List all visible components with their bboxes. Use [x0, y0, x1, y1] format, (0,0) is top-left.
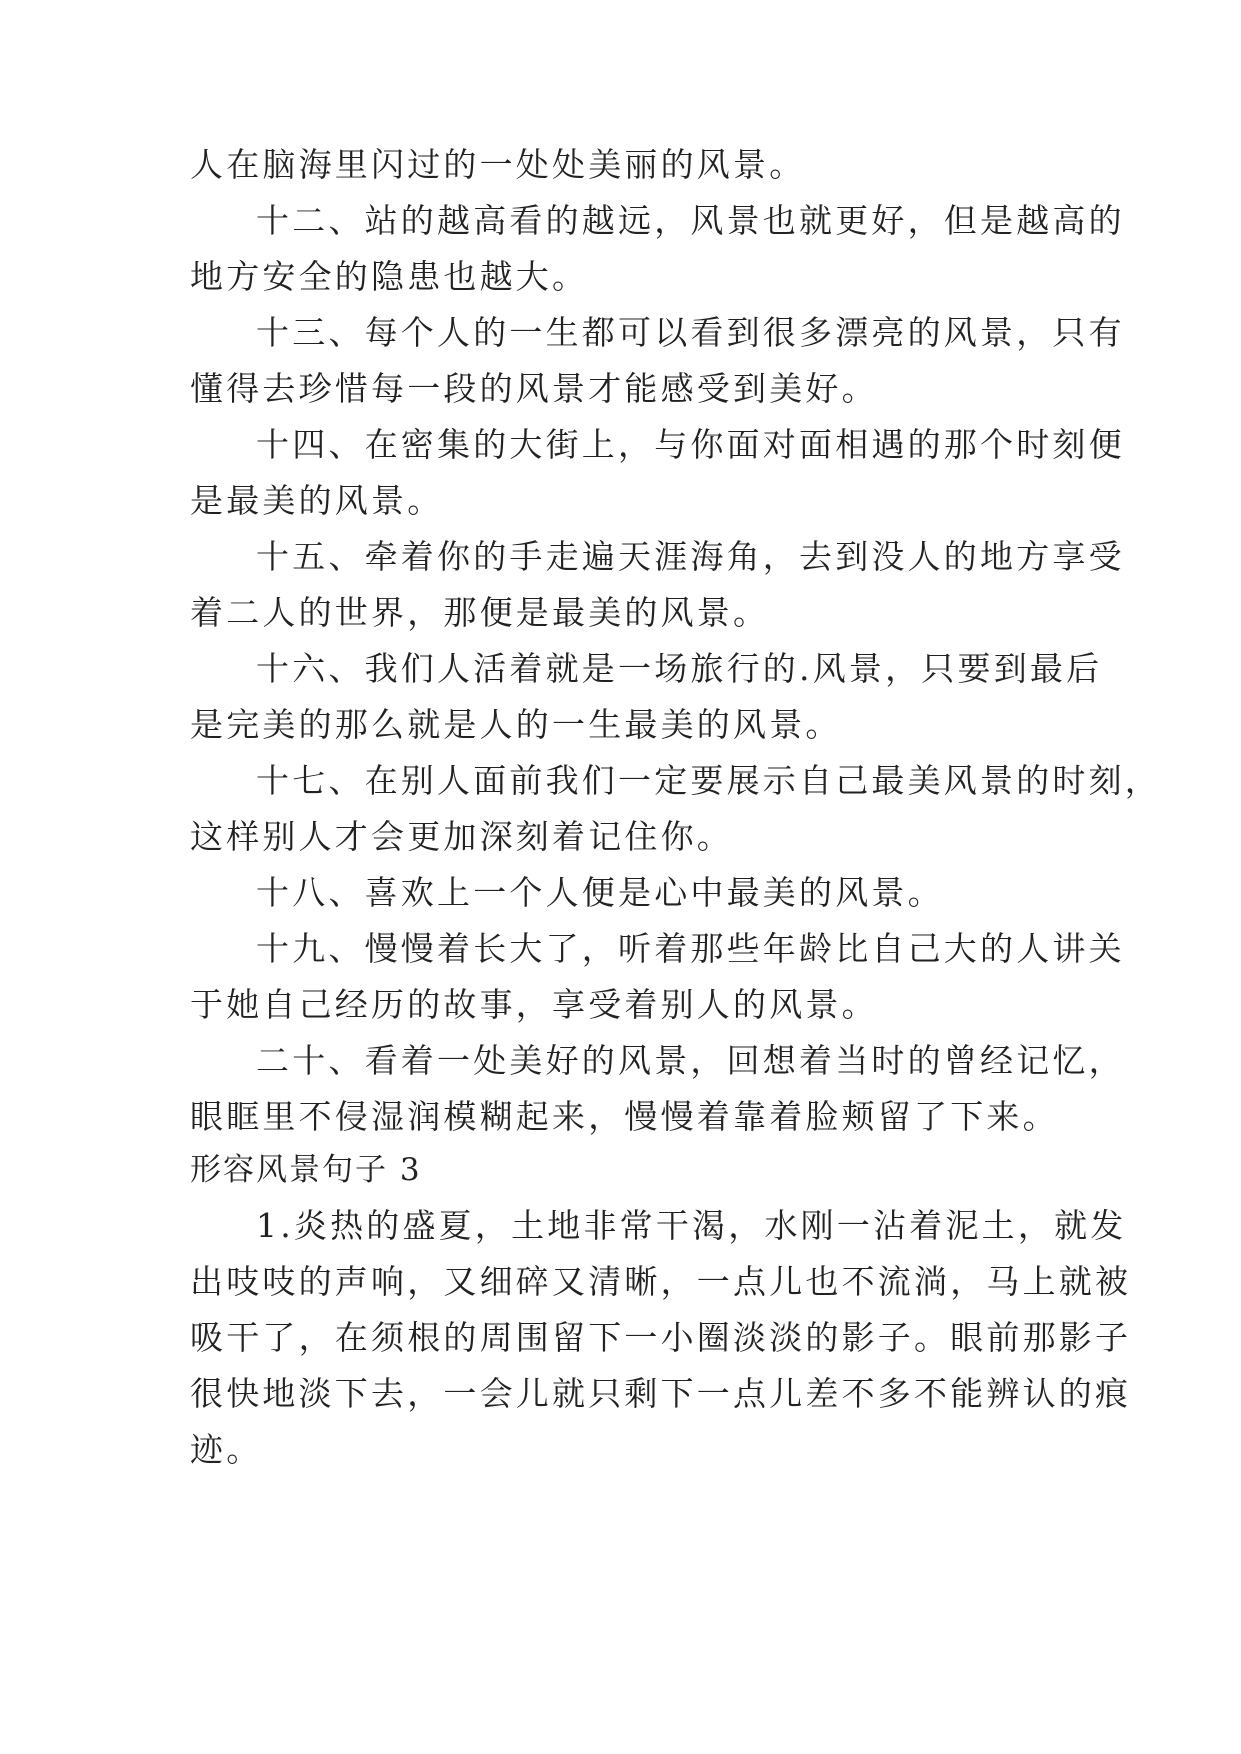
paragraph-13-line-1: 十三、每个人的一生都可以看到很多漂亮的风景，只有 — [256, 313, 1125, 352]
paragraph-20-line-2: 眼眶里不侵湿润模糊起来，慢慢着靠着脸颊留了下来。 — [190, 1097, 1059, 1136]
paragraph-18-line-1: 十八、喜欢上一个人便是心中最美的风景。 — [256, 873, 944, 912]
paragraph-20-line-1: 二十、看着一处美好的风景，回想着当时的曾经记忆， — [256, 1041, 1125, 1080]
paragraph-1-line-5: 迹。 — [190, 1430, 263, 1469]
paragraph-17-line-1: 十七、在别人面前我们一定要展示自己最美风景的时刻， — [256, 761, 1161, 800]
paragraph-12-line-1: 十二、站的越高看的越远，风景也就更好，但是越高的 — [256, 201, 1125, 240]
paragraph-13-line-2: 懂得去珍惜每一段的风景才能感受到美好。 — [190, 369, 878, 408]
paragraph-1-line-2: 出吱吱的声响，又细碎又清晰，一点儿也不流淌，马上就被 — [190, 1262, 1132, 1301]
paragraph-14-line-1: 十四、在密集的大街上，与你面对面相遇的那个时刻便 — [256, 425, 1125, 464]
paragraph-1-line-3: 吸干了，在须根的周围留下一小圈淡淡的影子。眼前那影子 — [190, 1318, 1132, 1357]
section-heading: 形容风景句子 3 — [190, 1152, 422, 1188]
paragraph-1-line-4: 很快地淡下去，一会儿就只剩下一点儿差不多不能辨认的痕 — [190, 1374, 1132, 1413]
paragraph-19-line-2: 于她自己经历的故事，享受着别人的风景。 — [190, 985, 878, 1024]
paragraph-19-line-1: 十九、慢慢着长大了，听着那些年龄比自己大的人讲关 — [256, 929, 1125, 968]
paragraph-16-line-2: 是完美的那么就是人的一生最美的风景。 — [190, 705, 842, 744]
paragraph-17-line-2: 这样别人才会更加深刻着记住你。 — [190, 817, 733, 856]
paragraph-16-line-1: 十六、我们人活着就是一场旅行的.风景，只要到最后 — [256, 649, 1103, 688]
paragraph-12-line-2: 地方安全的隐患也越大。 — [190, 257, 589, 296]
paragraph-15-line-1: 十五、牵着你的手走遍天涯海角，去到没人的地方享受 — [256, 537, 1125, 576]
paragraph-1-line-1: 1.炎热的盛夏，土地非常干渴，水刚一沾着泥土，就发 — [256, 1206, 1127, 1245]
paragraph-15-line-2: 着二人的世界，那便是最美的风景。 — [190, 593, 770, 632]
text-line: 人在脑海里闪过的一处处美丽的风景。 — [190, 145, 806, 184]
paragraph-14-line-2: 是最美的风景。 — [190, 481, 444, 520]
